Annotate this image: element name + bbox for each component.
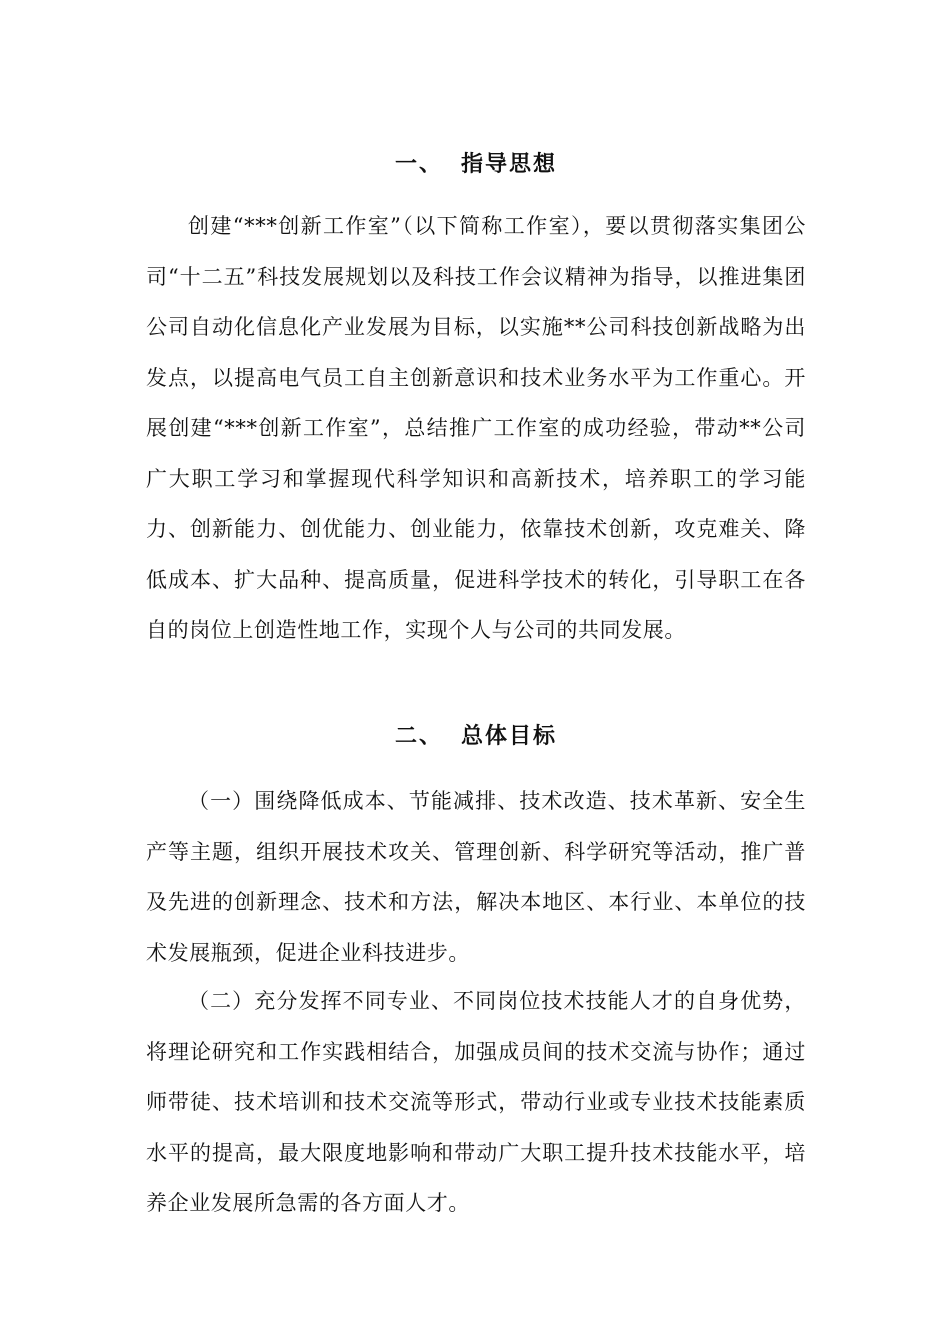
section-heading-guiding-ideology (146, 150, 806, 180)
section-heading-overall-goals (146, 722, 806, 752)
paragraph: 创建“***创新工作室”（以下简称工作室），要以贯彻落实集团公司“十二五”科技发展规划以及科技工作会议精神为指导，以推进集团公司自动化信息化产业发展为目标，以实施**公司科技创新战略为出发点，以提高电气员工自主创新意识和技术业务水平为工作重心。开展创建“***创新工作室”，总结推广工作室的成功经验，带动**公司广大职工学习和掌握现代科学知识和高新技术，培养职工的学习能力、创新能力、创优能力、创业能力，依靠技术创新，攻克难关、降低成本、扩大品种、提高质量，促进科学技术的转化，引导职工在各自的岗位上创造性地工作，实现个人与公司的共同发展。 (146, 214, 806, 642)
paragraph: （二）充分发挥不同专业、不同岗位技术技能人才的自身优势，将理论研究和工作实践相结合，加强成员间的技术交流与协作；通过师带徒、技术培训和技术交流等形式，带动行业或专业技术技能素质水平的提高，最大限度地影响和带动广大职工提升技术技能水平，培养企业发展所急需的各方面人才。 (146, 989, 806, 1215)
section-title: 总体目标 (461, 724, 558, 749)
section-title: 指导思想 (461, 152, 558, 177)
paragraph: （一）围绕降低成本、节能减排、技术改造、技术革新、安全生产等主题，组织开展技术攻关、管理创新、科学研究等活动，推广普及先进的创新理念、技术和方法，解决本地区、本行业、本单位的技术发展瓶颈，促进企业科技进步。 (146, 789, 806, 965)
section-number: 一、 (394, 152, 443, 177)
section-number: 二、 (394, 724, 443, 749)
